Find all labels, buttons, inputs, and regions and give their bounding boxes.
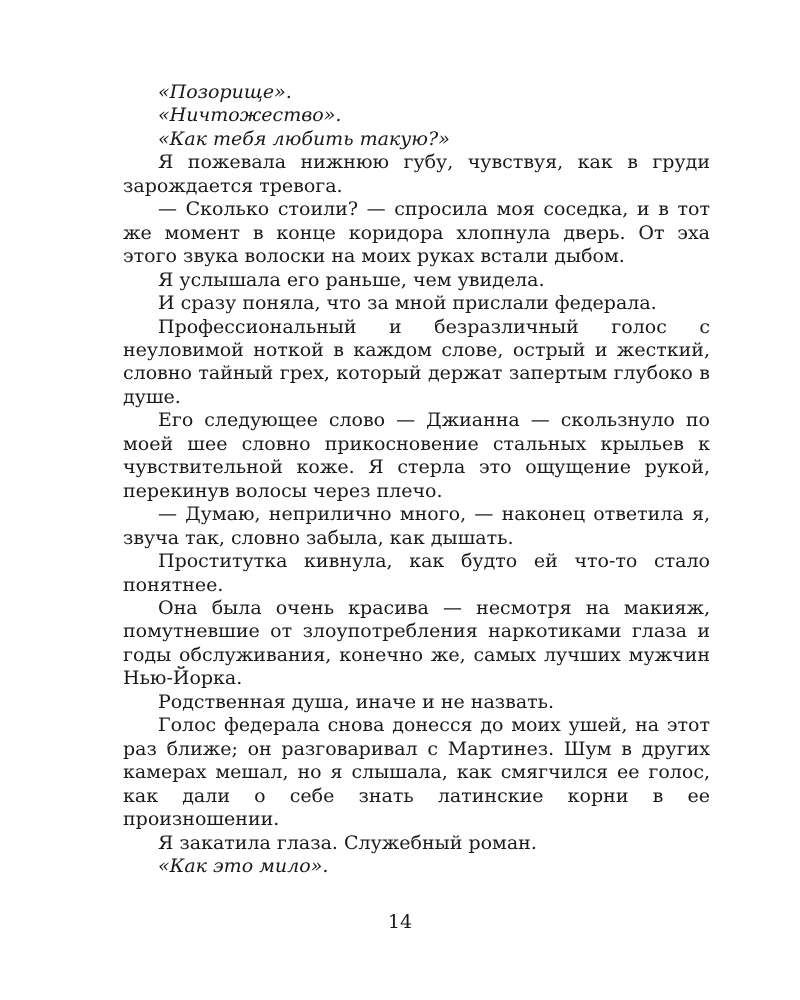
paragraph-13: Родственная душа, иначе и не назвать. bbox=[158, 690, 555, 713]
paragraph-12: Она была очень красива — несмотря на макияж, помутневшие от злоупотребления наркотиками глаза и годы обслуживания, конечно же, самых лучших мужчин Нью-Йорка. bbox=[123, 596, 710, 690]
paragraph-11: Проститутка кивнула, как будто ей что-то стало понятнее. bbox=[123, 550, 710, 596]
paragraph-15: Я закатила глаза. Служебный роман. bbox=[158, 831, 537, 854]
paragraph-16: «Как это мило». bbox=[158, 854, 329, 877]
paragraph-14: Голос федерала снова донесся до моих ушей, на этот раз ближе; он разговаривал с Мартинез. Шум в других камерах мешал, но я слышала, как смягчился ее голос, как дали о себе знать латинские корни в ее произношении. bbox=[123, 714, 710, 831]
paragraph-10: — Думаю, неприлично много, — наконец ответила я, звуча так, словно забыла, как дышать. bbox=[123, 503, 710, 549]
paragraph-6: Я услышала его раньше, чем увидела. bbox=[158, 268, 545, 291]
paragraph-7: И сразу поняла, что за мной прислали федерала. bbox=[158, 292, 657, 315]
paragraph-5: — Сколько стоили? — спросила моя соседка, и в тот же момент в конце коридора хлопнула дверь. От эха этого звука волоски на моих руках встали дыбом. bbox=[123, 198, 710, 268]
paragraph-9: Его следующее слово — Джианна — скользнуло по моей шее словно прикосновение стальных крыльев к чувствительной коже. Я стерла это ощущение рукой, перекинув волосы через плечо. bbox=[123, 409, 710, 502]
paragraph-2: «Ничтожество». bbox=[158, 104, 342, 127]
paragraph-3: «Как тебя любить такую?» bbox=[158, 127, 450, 150]
paragraph-1: «Позорище». bbox=[158, 81, 292, 103]
paragraph-4: Я пожевала нижнюю губу, чувствуя, как в груди зарождается тревога. bbox=[123, 151, 710, 197]
page-number: 14 bbox=[387, 911, 413, 933]
paragraph-8: Профессиональный и безразличный голос с неуловимой ноткой в каждом слове, острый и жесткий, словно тайный грех, который держат запертым глубоко в душе. bbox=[123, 315, 710, 408]
body-text bbox=[123, 81, 710, 878]
